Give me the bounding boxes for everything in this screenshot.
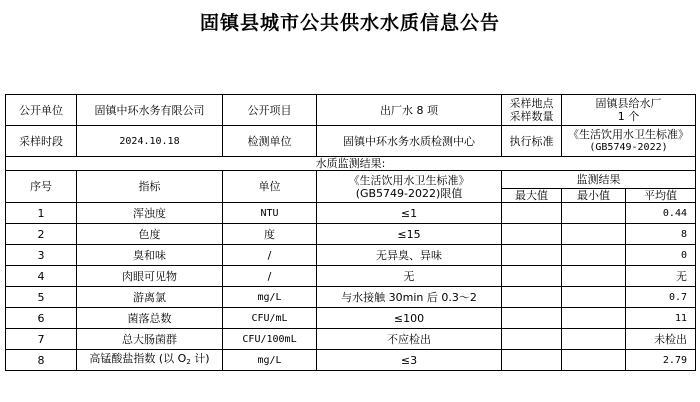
standard-value: 《生活饮用水卫生标准》 (GB5749-2022) <box>562 126 696 157</box>
section-title: 水质监测结果: <box>6 157 696 171</box>
cell-no: 8 <box>6 350 77 371</box>
cell-unit: mg/L <box>223 287 317 308</box>
cell-avg: 无 <box>626 266 696 287</box>
col-avg-header: 平均值 <box>626 189 696 203</box>
lab-value: 固镇中环水务水质检测中心 <box>317 126 502 157</box>
cell-indicator: 浑浊度 <box>77 203 223 224</box>
cell-no: 7 <box>6 329 77 350</box>
cell-no: 1 <box>6 203 77 224</box>
col-max-header: 最大值 <box>502 189 562 203</box>
col-indicator-header: 指标 <box>77 171 223 203</box>
table-row <box>6 350 696 371</box>
cell-min <box>562 266 626 287</box>
cell-max <box>502 329 562 350</box>
cell-min <box>562 224 626 245</box>
cell-no: 6 <box>6 308 77 329</box>
cell-min <box>562 329 626 350</box>
cell-max <box>502 203 562 224</box>
cell-unit: 度 <box>223 224 317 245</box>
cell-indicator: 色度 <box>77 224 223 245</box>
cell-min <box>562 287 626 308</box>
site-label: 采样地点 采样数量 <box>502 95 562 126</box>
page-title: 固镇县城市公共供水水质信息公告 <box>199 12 500 34</box>
publisher-value: 固镇中环水务有限公司 <box>77 95 223 126</box>
cell-indicator: 臭和味 <box>77 245 223 266</box>
cell-limit: 无 <box>317 266 502 287</box>
cell-max <box>502 245 562 266</box>
cell-limit: ≤15 <box>317 224 502 245</box>
lab-label: 检测单位 <box>223 126 317 157</box>
cell-max <box>502 350 562 371</box>
cell-indicator: 肉眼可见物 <box>77 266 223 287</box>
cell-limit: ≤100 <box>317 308 502 329</box>
cell-limit: 与水接触 30min 后 0.3～2 <box>317 287 502 308</box>
col-no-header: 序号 <box>6 171 77 203</box>
period-value: 2024.10.18 <box>77 126 223 157</box>
cell-limit: 无异臭、异味 <box>317 245 502 266</box>
cell-indicator: 高锰酸盐指数 (以 $O_2$ 计) <box>77 350 223 371</box>
cell-indicator: 游离氯 <box>77 287 223 308</box>
info-row-2 <box>6 126 696 157</box>
table-row <box>6 287 696 308</box>
cell-avg: 2.79 <box>626 350 696 371</box>
site-value: 固镇县给水厂 1 个 <box>562 95 696 126</box>
cell-unit: mg/L <box>223 350 317 371</box>
col-unit-header: 单位 <box>223 171 317 203</box>
item-label: 公开项目 <box>223 95 317 126</box>
cell-no: 3 <box>6 245 77 266</box>
cell-avg: 0.7 <box>626 287 696 308</box>
cell-no: 4 <box>6 266 77 287</box>
table-row <box>6 308 696 329</box>
cell-unit: CFU/mL <box>223 308 317 329</box>
cell-avg: 0 <box>626 245 696 266</box>
period-label: 采样时段 <box>6 126 77 157</box>
cell-max <box>502 287 562 308</box>
cell-no: 2 <box>6 224 77 245</box>
cell-max <box>502 224 562 245</box>
standard-label: 执行标准 <box>502 126 562 157</box>
cell-unit: CFU/100mL <box>223 329 317 350</box>
cell-unit: / <box>223 266 317 287</box>
cell-avg: 未检出 <box>626 329 696 350</box>
table-row <box>6 224 696 245</box>
section-row <box>6 157 696 171</box>
table-row <box>6 329 696 350</box>
cell-limit: ≤3 <box>317 350 502 371</box>
cell-no: 5 <box>6 287 77 308</box>
cell-unit: NTU <box>223 203 317 224</box>
col-result-header: 监测结果 <box>502 171 696 189</box>
cell-limit: 不应检出 <box>317 329 502 350</box>
cell-max <box>502 308 562 329</box>
col-limit-header: 《生活饮用水卫生标准》 (GB5749-2022)限值 <box>317 171 502 203</box>
cell-avg: 11 <box>626 308 696 329</box>
cell-min <box>562 203 626 224</box>
cell-indicator: 总大肠菌群 <box>77 329 223 350</box>
table-row <box>6 245 696 266</box>
cell-avg: 8 <box>626 224 696 245</box>
cell-max <box>502 266 562 287</box>
cell-limit: ≤1 <box>317 203 502 224</box>
water-quality-table <box>5 94 696 371</box>
publisher-label: 公开单位 <box>6 95 77 126</box>
info-row-1 <box>6 95 696 126</box>
cell-unit: / <box>223 245 317 266</box>
cell-indicator: 菌落总数 <box>77 308 223 329</box>
cell-avg: 0.44 <box>626 203 696 224</box>
col-min-header: 最小值 <box>562 189 626 203</box>
item-value: 出厂水 8 项 <box>317 95 502 126</box>
table-row <box>6 266 696 287</box>
cell-min <box>562 308 626 329</box>
header-row <box>6 171 696 189</box>
table-row <box>6 203 696 224</box>
cell-min <box>562 350 626 371</box>
cell-min <box>562 245 626 266</box>
